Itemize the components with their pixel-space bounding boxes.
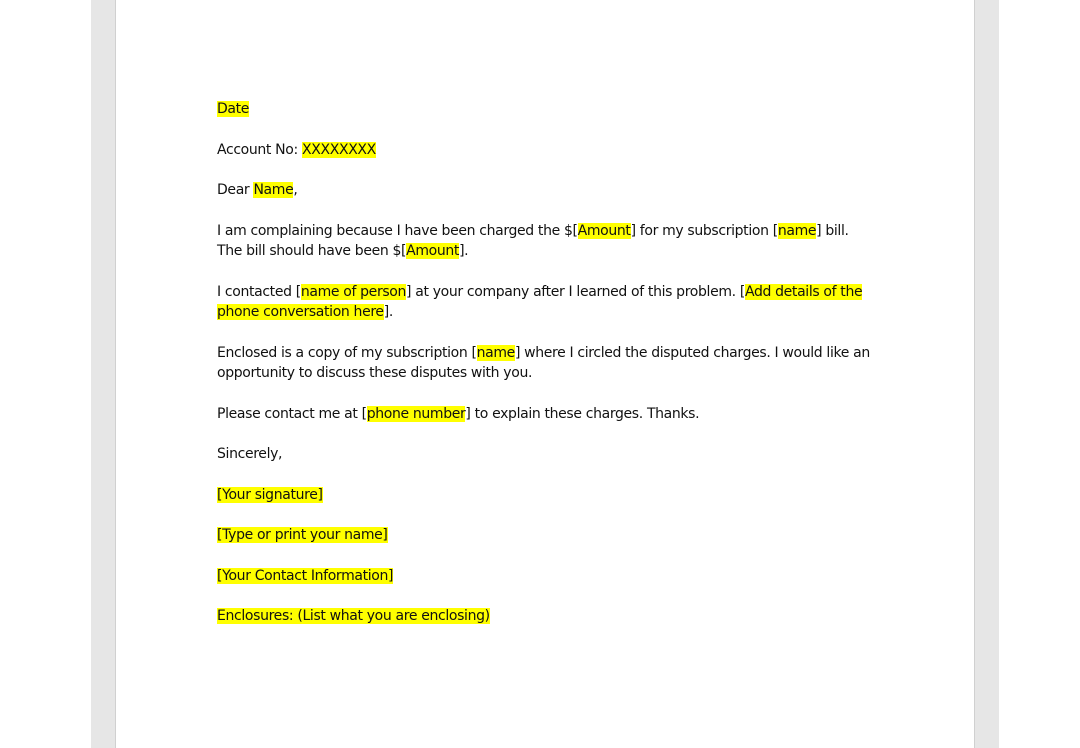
text-run: Please contact me at [ <box>217 405 367 422</box>
subscription-name-placeholder: name <box>777 222 817 239</box>
salutation <box>217 180 877 201</box>
text-run: ] at your company after I learned of this problem. [ <box>406 283 745 300</box>
salutation-name-placeholder: Name <box>253 182 294 198</box>
date-line <box>217 99 877 120</box>
paragraph-contact <box>217 282 877 323</box>
signature-line <box>217 485 877 506</box>
amount-placeholder: Amount <box>577 222 631 239</box>
text-run: ] where I circled the disputed charges. I would like an opportunity to discuss these disputes with you. <box>217 344 870 381</box>
text-run: Enclosed is a copy of my subscription [ <box>217 344 477 361</box>
printed-name-line <box>217 525 877 546</box>
text-run: ] for my subscription [ <box>630 222 778 239</box>
document-page[interactable] <box>115 0 975 748</box>
phone-details-placeholder: Add details of the phone conversation here <box>217 283 863 320</box>
right-gutter <box>975 0 999 748</box>
account-line <box>217 140 877 161</box>
correct-amount-placeholder: Amount <box>406 243 460 259</box>
text-run: ] bill. The bill should have been $[ <box>217 222 849 259</box>
closing <box>217 444 877 465</box>
salutation-suffix: , <box>293 182 298 198</box>
contact-info-placeholder: [Your Contact Information] <box>217 567 394 584</box>
text-run: ] to explain these charges. Thanks. <box>465 405 700 422</box>
paragraph-charge <box>217 221 877 262</box>
account-number-placeholder: XXXXXXXX <box>301 141 376 158</box>
contact-info-line <box>217 566 877 587</box>
closing-text: Sincerely, <box>217 446 283 462</box>
text-run: I am complaining because I have been charged the $[ <box>217 222 578 239</box>
subscription-name-placeholder: name <box>476 344 515 361</box>
printed-name-placeholder: [Type or print your name] <box>217 527 388 543</box>
salutation-prefix: Dear <box>217 182 254 198</box>
paragraph-enclosed <box>217 343 877 384</box>
text-run: ]. <box>459 243 469 259</box>
signature-placeholder: [Your signature] <box>217 486 323 503</box>
phone-number-placeholder: phone number <box>366 405 466 422</box>
letter-body[interactable] <box>217 99 877 647</box>
text-run: ]. <box>383 304 393 320</box>
person-name-placeholder: name of person <box>300 283 407 300</box>
date-placeholder: Date <box>217 101 250 117</box>
enclosures-placeholder: Enclosures: (List what you are enclosing) <box>217 608 490 624</box>
account-label: Account No: <box>217 141 302 158</box>
paragraph-phone <box>217 404 877 425</box>
text-run: I contacted [ <box>217 283 301 300</box>
enclosures-line <box>217 606 877 627</box>
left-gutter <box>91 0 115 748</box>
